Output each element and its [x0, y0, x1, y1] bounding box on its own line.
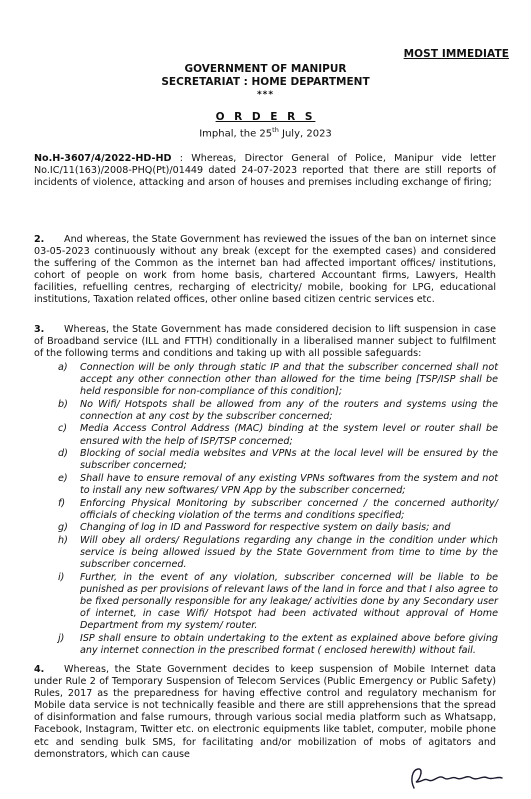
paragraph-4	[34, 664, 496, 761]
condition-item	[58, 572, 498, 632]
condition-item	[58, 498, 498, 522]
place-date-ordinal: th	[272, 126, 279, 134]
paragraph-2-number: 2.	[34, 234, 45, 245]
condition-text: Enforcing Physical Monitoring by subscriber concerned / the concerned authority/ officials of checking violation of the terms and conditions specified;	[80, 497, 498, 521]
condition-label: f)	[58, 497, 66, 509]
paragraph-4-number: 4.	[34, 664, 45, 675]
condition-label: e)	[58, 472, 68, 484]
condition-label: d)	[58, 448, 68, 460]
reference-number: No.H-3607/4/2022-HD-HD	[34, 153, 172, 164]
condition-label: j)	[58, 632, 65, 644]
condition-label: c)	[58, 423, 68, 435]
condition-text: Will obey all orders/ Regulations regarding any change in the condition under which service is being allowed issued by the State Government from time to time by the subscriber concerned.	[80, 534, 498, 570]
condition-text: Connection will be only through static IP and that the subscriber concerned shall not accept any other connection other than allowed for the time being [TSP/ISP shall be held responsible for non-compliance of this condition];	[80, 362, 498, 398]
place-date-suffix: July, 2023	[278, 128, 332, 140]
condition-text: Media Access Control Address (MAC) binding at the system level or router shall be ensured with the help of ISP/TSP concerned;	[80, 423, 498, 447]
condition-label: b)	[58, 398, 68, 410]
paragraph-2-text: And whereas, the State Government has reviewed the issues of the ban on internet since 03-05-2023 continuously without any break (except for the exempted cases) and considered the suffering of the Common as the internet ban had affected important offices/ institutions, cohort of people on work from home basis, chartered Accountant firms, Lawyers, Health facilities, refuelling centres, recharging of electricity/ mobile, booking for LPG, educational institutions, Taxation related offices, other online based citizen centric services etc.	[34, 234, 496, 306]
condition-text: ISP shall ensure to obtain undertaking to the extent as explained above before giving any internet connection in the prescribed format ( enclosed herewith) without fail.	[80, 632, 498, 656]
condition-text: Changing of log in ID and Password for respective system on daily basis; and	[80, 522, 451, 534]
condition-text: Further, in the event of any violation, subscriber concerned will be liable to be punished as per provisions of relevant laws of the land in force and that I also agree to be fixed personally responsible for any leakage/ activities done by any Secondary user of internet, in case Wifi/ Hotspot had been activated without approval of Home Department from my system/ router.	[80, 571, 498, 631]
condition-item	[58, 473, 498, 497]
condition-item	[58, 399, 498, 423]
paragraph-4-text: Whereas, the State Government decides to keep suspension of Mobile Internet data under Rule 2 of Temporary Suspension of Telecom Services (Public Emergency or Public Safety) Rules, 2017 as the preparedness for having effective control and regulatory mechanism for Mobile data service is not technically feasible and there are still apprehensions that the spread of disinformation and false rumours, through various social media platform such as Whatsapp, Facebook, Instagram, Twitter etc. on electronic equipments like tablet, computer, mobile phone etc and sending bulk SMS, for facilitating and/or mobilization of mobs of agitators and demonstrators, which can cause	[34, 664, 496, 760]
condition-item	[58, 535, 498, 571]
paragraph-1	[34, 153, 496, 189]
condition-item	[58, 633, 498, 657]
condition-label: h)	[58, 534, 68, 546]
signature-mark	[408, 766, 508, 792]
condition-label: g)	[58, 522, 68, 534]
condition-item	[58, 448, 498, 472]
conditions-list	[58, 362, 498, 657]
condition-text: Blocking of social media websites and VPNs at the local level will be ensured by the subscriber concerned;	[80, 448, 498, 472]
place-date-prefix: Imphal, the 25	[199, 128, 273, 140]
paragraph-3	[34, 324, 496, 360]
condition-item	[58, 362, 498, 398]
place-date	[0, 124, 531, 140]
department-heading: SECRETARIAT : HOME DEPARTMENT	[161, 76, 370, 88]
condition-item	[58, 522, 498, 534]
condition-item	[58, 423, 498, 447]
condition-label: i)	[58, 571, 65, 583]
priority-marking: MOST IMMEDIATE	[403, 48, 509, 60]
paragraph-3-text: Whereas, the State Government has made considered decision to lift suspension in case of Broadband service (ILL and FTTH) conditionally in a liberalised manner subject to fulfilment of the following terms and conditions and taking up with all possible safeguards:	[34, 324, 496, 360]
paragraph-1-text: : Whereas, Director General of Police, Manipur vide letter No.IC/11(163)/2008-PHQ(Pt)/01449 dated 24-07-2023 reported that there are still reports of incidents of violence, attacking and arson of houses and premises including exchange of firing;	[34, 153, 496, 189]
condition-text: No Wifi/ Hotspots shall be allowed from any of the routers and systems using the connection at any cost by the subscriber concerned;	[80, 398, 498, 422]
condition-text: Shall have to ensure removal of any existing VPNs softwares from the system and not to install any new softwares/ VPN App by the subscriber concerned;	[80, 472, 498, 496]
orders-title: O R D E R S	[215, 111, 316, 123]
paragraph-2	[34, 234, 496, 307]
heading-stars: ***	[256, 90, 275, 100]
government-heading: GOVERNMENT OF MANIPUR	[184, 63, 347, 75]
paragraph-3-number: 3.	[34, 324, 45, 335]
condition-label: a)	[58, 362, 68, 373]
